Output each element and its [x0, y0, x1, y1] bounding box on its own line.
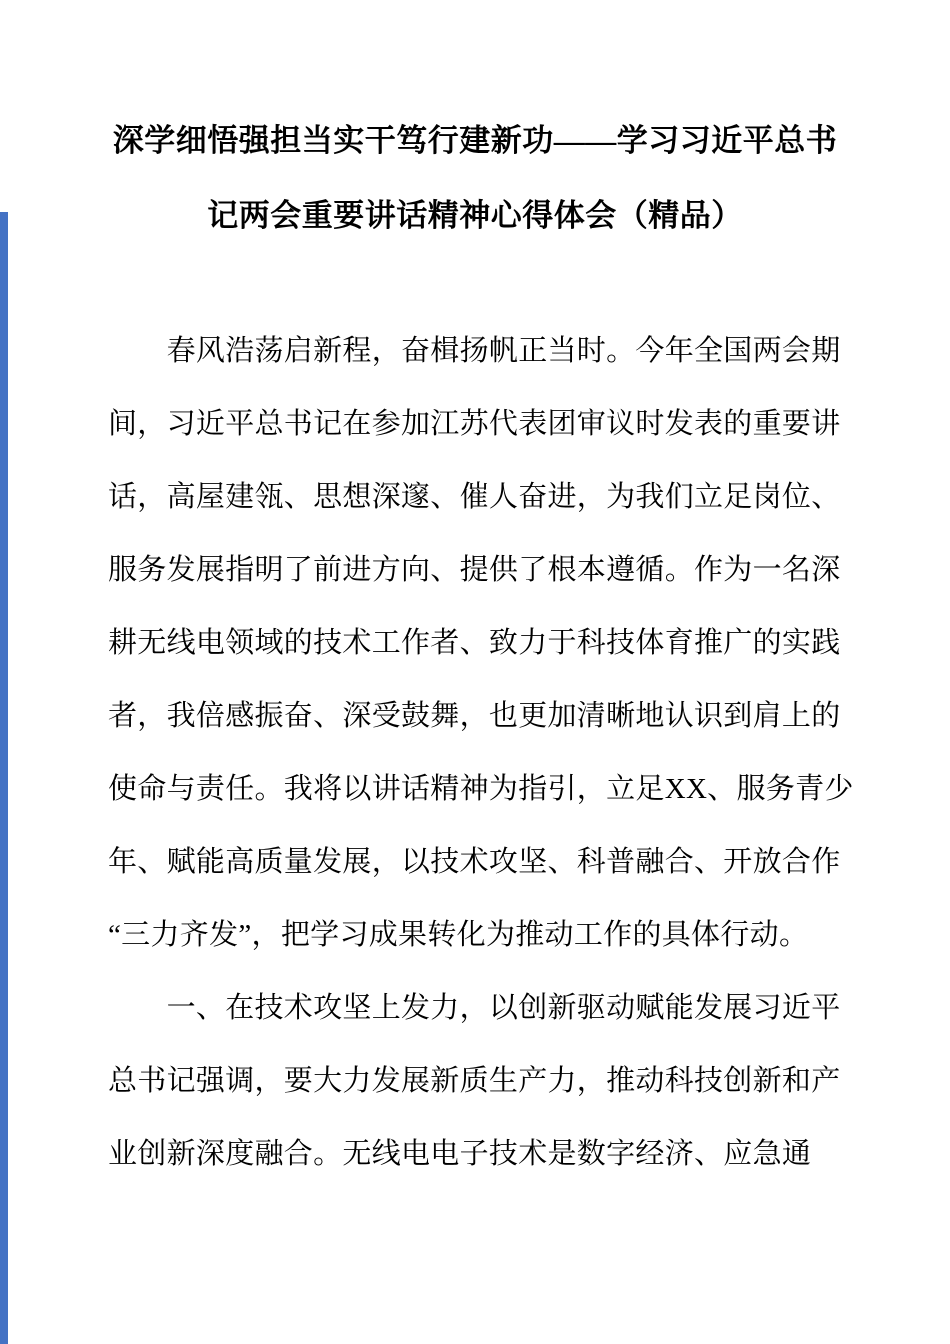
body-line: “三力齐发”，把学习成果转化为推动工作的具体行动。	[108, 919, 809, 951]
body-line: 者，我倍感振奋、深受鼓舞，也更加清晰地认识到肩上的	[108, 700, 841, 732]
body-line: 业创新深度融合。无线电电子技术是数字经济、应急通	[108, 1138, 812, 1170]
body-line: 总书记强调，要大力发展新质生产力，推动科技创新和产	[108, 1065, 841, 1097]
document-title	[65, 103, 885, 253]
body-line: 一、在技术攻坚上发力，以创新驱动赋能发展习近平	[108, 992, 841, 1024]
title-line-1: 深学细悟强担当实干笃行建新功——学习习近平总书	[112, 123, 838, 158]
title-line-2: 记两会重要讲话精神心得体会（精品）	[207, 198, 743, 233]
body-line: 话，高屋建瓴、思想深邃、催人奋进，为我们立足岗位、	[108, 481, 841, 513]
left-edge-scroll-indicator-bar	[0, 212, 8, 1344]
body-line: 服务发展指明了前进方向、提供了根本遵循。作为一名深	[108, 554, 841, 586]
body-line: 春风浩荡启新程，奋楫扬帆正当时。今年全国两会期	[108, 335, 841, 367]
body-line: 年、赋能高质量发展，以技术攻坚、科普融合、开放合作	[108, 846, 841, 878]
document-body	[108, 315, 854, 1191]
body-line: 耕无线电领域的技术工作者、致力于科技体育推广的实践	[108, 627, 841, 659]
body-line: 使命与责任。我将以讲话精神为指引，立足XX、服务青少	[108, 773, 854, 805]
body-line: 间，习近平总书记在参加江苏代表团审议时发表的重要讲	[108, 408, 841, 440]
